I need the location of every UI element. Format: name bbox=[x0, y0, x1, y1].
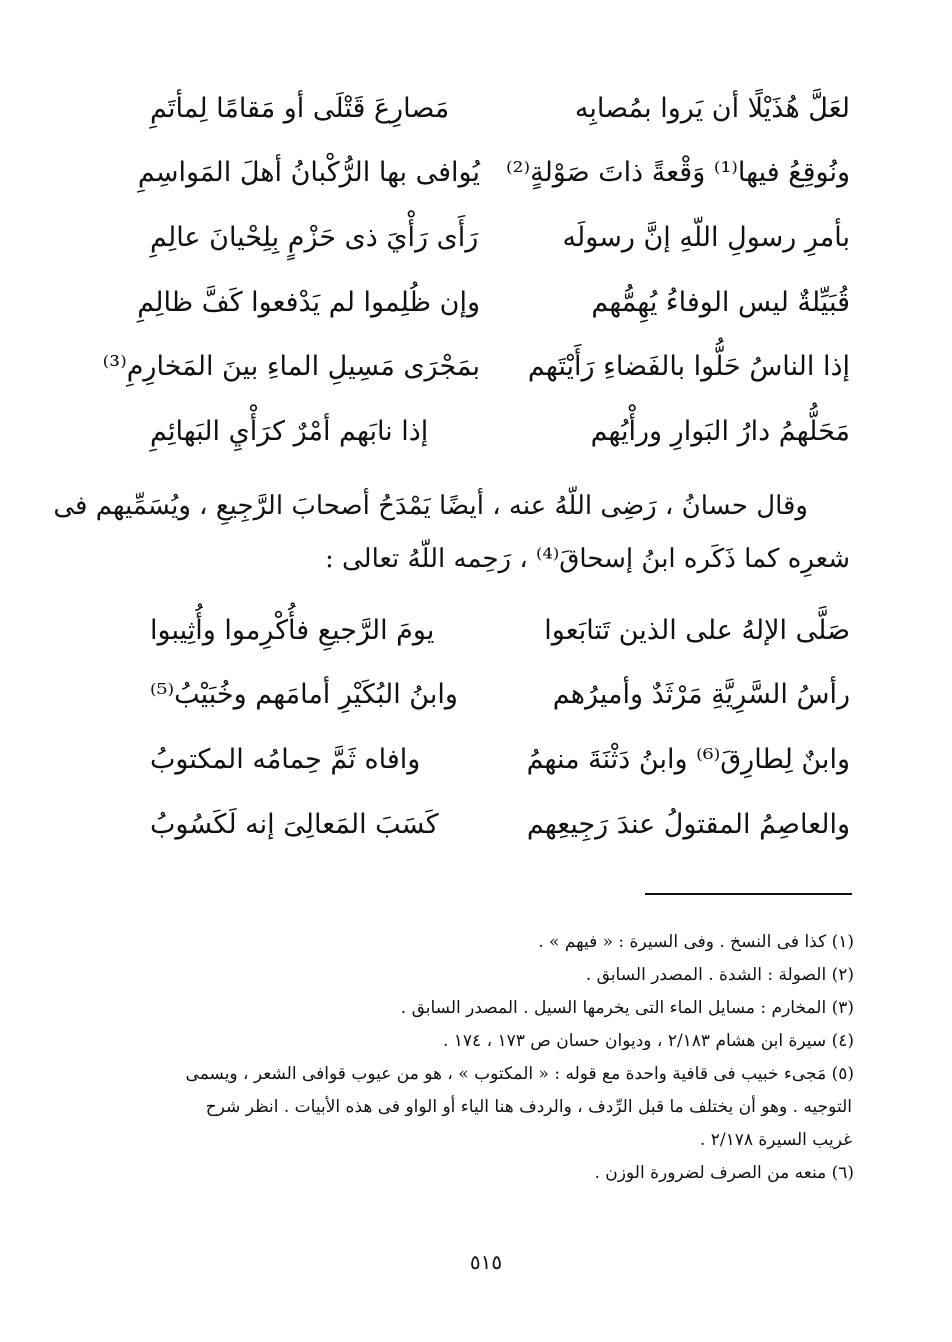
verse-first-hemistich: وابنٌ لِطارِقَ⁽⁶⁾ وابنُ دَثْنَةَ منهمُ bbox=[526, 743, 850, 775]
prose-line: وقال حسانُ ، رَضِى اللّهُ عنه ، أيضًا يَمْدَحُ أصحابَ الرَّجِيعِ ، ويُسَمِّيهم فى bbox=[53, 491, 808, 521]
verse-first-hemistich: مَحَلُّهمُ دارُ البَوارِ ورأْيُهم bbox=[590, 415, 850, 447]
verse-first-hemistich: لعَلَّ هُذَيْلًا أن يَروا بمُصابِه bbox=[574, 92, 850, 124]
verse-first-hemistich: ونُوقِعُ فيها⁽¹⁾ وَقْعةً ذاتَ صَوْلةٍ⁽²⁾ bbox=[506, 157, 850, 189]
verse-second-hemistich: كَسَبَ المَعالِىَ إنه لَكَسُوبُ bbox=[150, 808, 439, 840]
footnote: (٤) سيرة ابن هشام ٢/١٨٣ ، وديوان حسان ص ١٧٣ ، ١٧٤ . bbox=[442, 1031, 854, 1051]
verse-second-hemistich: إذا نابَهم أمْرٌ كرَأْيِ البَهائِمِ bbox=[150, 415, 429, 447]
footnotes bbox=[130, 926, 854, 1190]
prose-paragraph bbox=[53, 480, 850, 586]
verse-line bbox=[150, 663, 850, 728]
verse-second-hemistich: يُوافى بها الرُّكْبانُ أهلَ المَواسِمِ bbox=[137, 157, 480, 189]
verse-first-hemistich: بأمرِ رسولِ اللّهِ إنَّ رسولَه bbox=[562, 221, 850, 253]
poem-part-1 bbox=[102, 76, 850, 464]
verse-first-hemistich: قُبَيِّلةٌ ليس الوفاءُ يُهِمُّهم bbox=[591, 286, 850, 318]
page-number: ٥١٥ bbox=[469, 1250, 503, 1274]
verse-line bbox=[137, 270, 850, 335]
footnote-divider bbox=[645, 893, 852, 895]
verse-first-hemistich: رأسُ السَّرِيَّةِ مَرْثَدٌ وأميرُهم bbox=[552, 679, 850, 711]
verse-first-hemistich: والعاصِمُ المقتولُ عندَ رَجِيعِهم bbox=[526, 808, 850, 840]
verse-second-hemistich: يومَ الرَّجيعِ فأُكْرِموا وأُثِيبوا bbox=[150, 614, 435, 646]
verse-second-hemistich: وإن ظُلِموا لم يَدْفعوا كَفَّ ظالِمِ bbox=[137, 286, 480, 318]
verse-second-hemistich: وافاه ثَمَّ حِمامُه المكتوبُ bbox=[150, 743, 421, 775]
verse-first-hemistich: إذا الناسُ حَلُّوا بالفَضاءِ رَأَيْتَهم bbox=[527, 351, 850, 383]
verse-second-hemistich: مَصارِعَ قَتْلَى أو مَقامًا لِمأتَمِ bbox=[150, 92, 450, 124]
verse-first-hemistich: صَلَّى الإلهُ على الذين تَتابَعوا bbox=[544, 614, 850, 646]
verse-line bbox=[137, 141, 850, 206]
verse-second-hemistich: بمَجْرَى مَسِيلِ الماءِ بينَ المَخارِمِ⁽³⁾ bbox=[102, 351, 480, 383]
footnote: (٥) مَجىء خبيب فى قافية واحدة مع قوله : « المكتوب » ، هو من عيوب قوافى الشعر ، ويسمى bbox=[185, 1064, 854, 1084]
footnote-continuation: غريب السيرة ٢/١٧٨ . bbox=[699, 1130, 852, 1150]
footnote-continuation: التوجيه . وهو أن يختلف ما قبل الرِّدف ، والردف هنا الياء أو الواو فى هذه الأبيات . انظر شرح bbox=[205, 1097, 852, 1117]
verse-line bbox=[150, 727, 850, 792]
prose-line: شعرِه كما ذَكَره ابنُ إسحاقَ⁽⁴⁾ ، رَحِمه اللّهُ تعالى : bbox=[324, 544, 850, 574]
verse-second-hemistich: رَأَى رَأْيَ ذى حَزْمٍ بِلِحْيانَ عالِمِ bbox=[150, 221, 479, 253]
footnote: (٦) منعه من الصرف لضرورة الوزن . bbox=[594, 1163, 854, 1183]
verse-line bbox=[150, 205, 850, 270]
verse-line bbox=[102, 334, 850, 399]
verse-line bbox=[150, 399, 850, 464]
footnote: (٢) الصولة : الشدة . المصدر السابق . bbox=[585, 965, 854, 985]
footnote: (٣) المخارم : مسايل الماء التى يخرمها السيل . المصدر السابق . bbox=[400, 998, 854, 1018]
verse-line bbox=[150, 598, 850, 663]
footnote: (١) كذا فى النسخ . وفى السيرة : « فيهم » . bbox=[538, 932, 854, 952]
verse-line bbox=[150, 76, 850, 141]
poem-part-2 bbox=[150, 598, 850, 856]
verse-second-hemistich: وابنُ البُكَيْرِ أمامَهم وخُبَيْبُ⁽⁵⁾ bbox=[150, 679, 458, 711]
verse-line bbox=[150, 792, 850, 857]
